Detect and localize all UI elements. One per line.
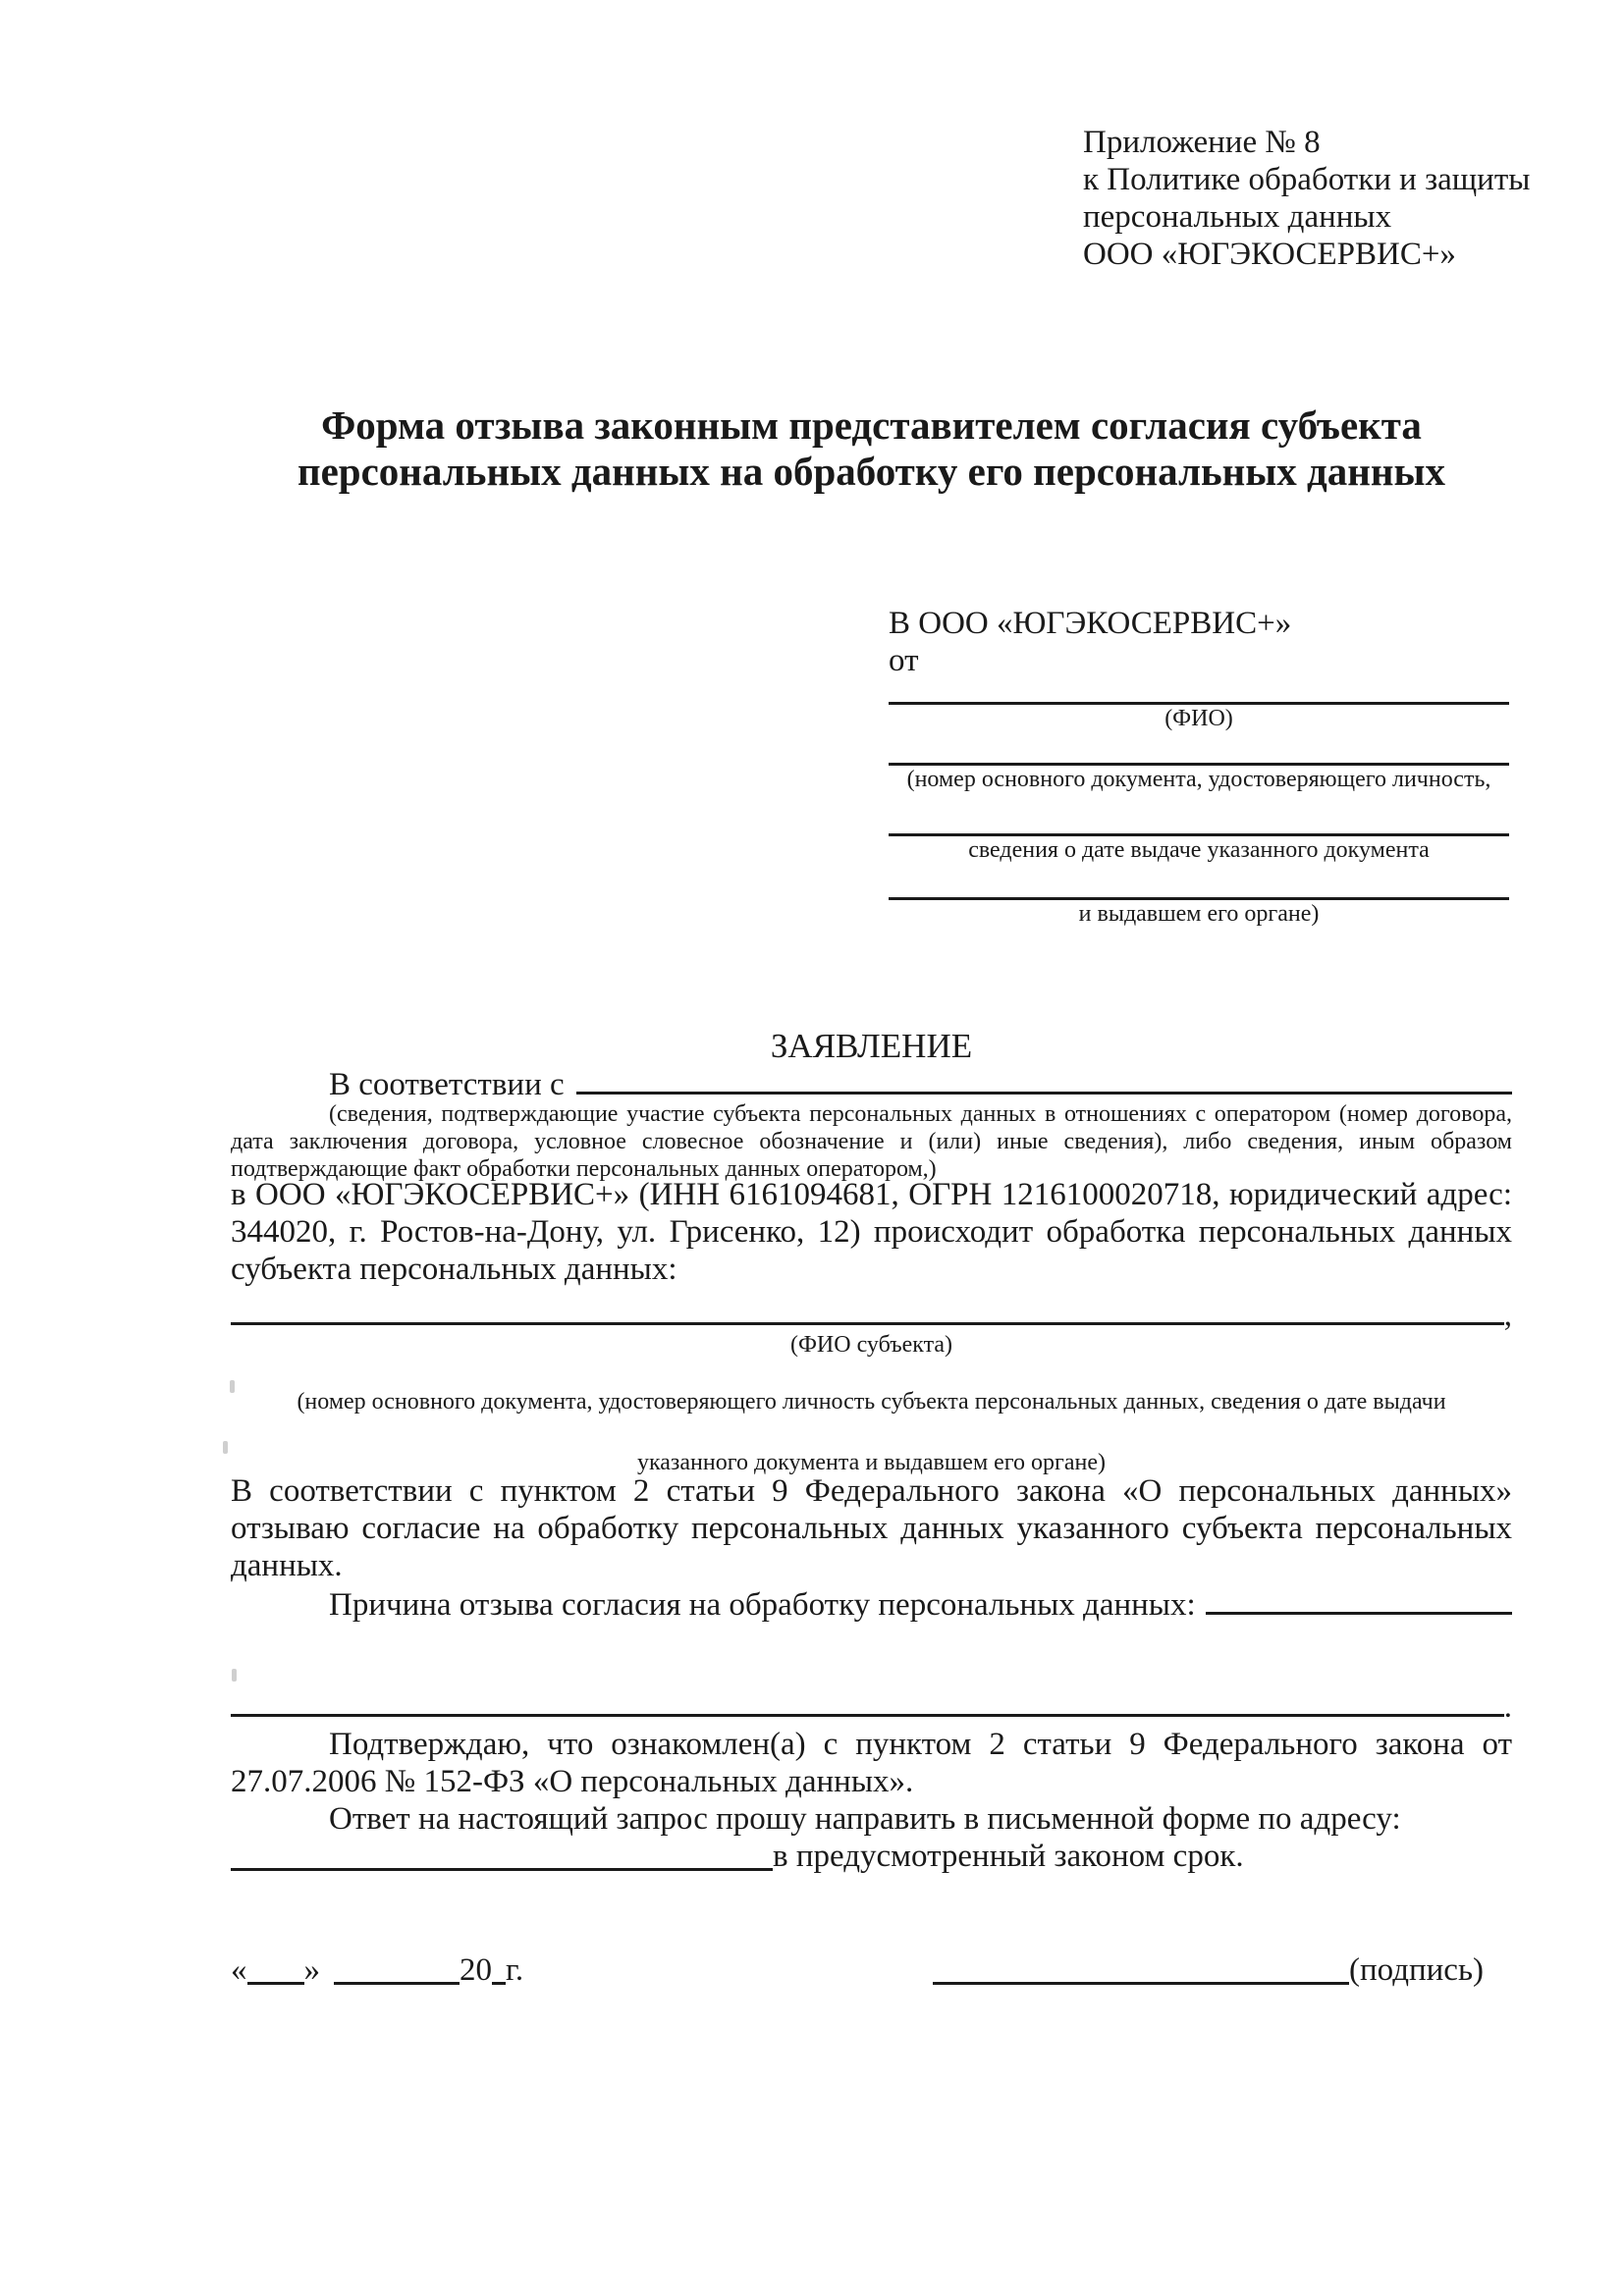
confirm-paragraph: Подтверждаю, что ознакомлен(а) с пунктом 2 статьи 9 Федерального закона от 27.07.2006 № 152-ФЗ «О персональных данных».: [231, 1727, 1512, 1799]
subject-fio-fill-line: [231, 1322, 1504, 1325]
intro-line: [231, 1066, 1512, 1103]
appendix-header: [1083, 124, 1530, 273]
document-title-line2: персональных данных на обработку его персональных данных: [297, 449, 1446, 494]
fio-fill-line: [889, 679, 1509, 705]
reason-continuation-fill-line: [231, 1714, 1504, 1717]
subject-fio-comma: ,: [1503, 1298, 1512, 1333]
appendix-policy-line2: персональных данных: [1083, 199, 1392, 235]
doc-issuer-caption: и выдавшем его органе): [1078, 901, 1320, 927]
date-year-suffix: г.: [506, 1952, 524, 1988]
subject-fio-line: [231, 1297, 1512, 1334]
recipient-from-label: от: [889, 643, 919, 678]
document-title: [231, 402, 1512, 495]
date-quote-open: «: [231, 1952, 247, 1988]
appendix-policy-line: к Политике обработки и защиты: [1083, 162, 1531, 197]
date-month-fill-line: [334, 1982, 460, 1985]
reply-line: Ответ на настоящий запрос прошу направить в письменной форме по адресу:: [329, 1801, 1401, 1837]
appendix-number: Приложение № 8: [1083, 125, 1321, 160]
doc-date-caption: сведения о дате выдаче указанного документа: [968, 837, 1430, 863]
intro-fill-line: [576, 1092, 1512, 1095]
reason-line-period: .: [1503, 1689, 1512, 1725]
subject-doc-caption-1: (номер основного документа, удостоверяющего личность субъекта персональных данных, сведения о дате выдачи: [297, 1389, 1446, 1415]
term-text: в предусмотренный законом срок.: [773, 1839, 1244, 1874]
signature-caption: (подпись): [1349, 1952, 1484, 1988]
doc-issuer-fill-line: [889, 864, 1509, 900]
reason-continuation-line: [231, 1688, 1512, 1726]
date-year: 20: [460, 1952, 492, 1988]
date-quote-close: »: [303, 1952, 320, 1988]
doc-number-fill-line: [889, 732, 1509, 766]
subject-doc-caption-2: указанного документа и выдавшем его органе): [636, 1450, 1107, 1475]
signature-group: [933, 1951, 1484, 1989]
recipient-org: В ООО «ЮГЭКОСЕРВИС+»: [889, 606, 1292, 641]
date-day-fill-line: [247, 1982, 304, 1985]
withdraw-paragraph: В соответствии с пунктом 2 статьи 9 Федерального закона «О персональных данных» отзываю согласие на обработку персональных данных указанного субъекта персональных данных.: [231, 1473, 1512, 1583]
appendix-org-name: ООО «ЮГЭКОСЕРВИС+»: [1083, 237, 1456, 272]
document-title-line1: Форма отзыва законным представителем согласия субъекта: [321, 402, 1422, 448]
reason-label: Причина отзыва согласия на обработку персональных данных:: [329, 1587, 1196, 1623]
fio-caption: (ФИО): [1164, 706, 1233, 731]
scan-artifact: [232, 1669, 237, 1682]
reason-line: [231, 1586, 1512, 1624]
operator-paragraph: в ООО «ЮГЭКОСЕРВИС+» (ИНН 6161094681, ОГРН 1216100020718, юридический адрес: 344020, г. Ростов-на-Дону, ул. Грисенко, 12) происходит обработка персональных данных субъекта персональных данных:: [231, 1177, 1512, 1287]
date-group: [231, 1951, 523, 1989]
scan-artifact: [223, 1441, 228, 1454]
date-year-fill-line: [492, 1982, 506, 1985]
intro-caption: (сведения, подтверждающие участие субъекта персональных данных в отношениях с оператором (номер договора, дата заключения договора, условное словесное обозначение и (или) иные сведения), либо сведения, иным образом подтверждающие факт обработки персональных данных оператором,): [231, 1101, 1512, 1182]
recipient-block: [889, 605, 1509, 928]
address-fill-line: [231, 1868, 773, 1871]
doc-number-caption: (номер основного документа, удостоверяющего личность,: [906, 767, 1491, 792]
reason-fill-line: [1206, 1612, 1512, 1615]
doc-date-fill-line: [889, 793, 1509, 836]
term-line: [231, 1838, 1512, 1875]
intro-label: В соответствии с: [329, 1067, 565, 1102]
statement-heading: ЗАЯВЛЕНИЕ: [770, 1027, 973, 1065]
subject-fio-caption: (ФИО субъекта): [789, 1332, 953, 1358]
signature-fill-line: [933, 1982, 1349, 1985]
